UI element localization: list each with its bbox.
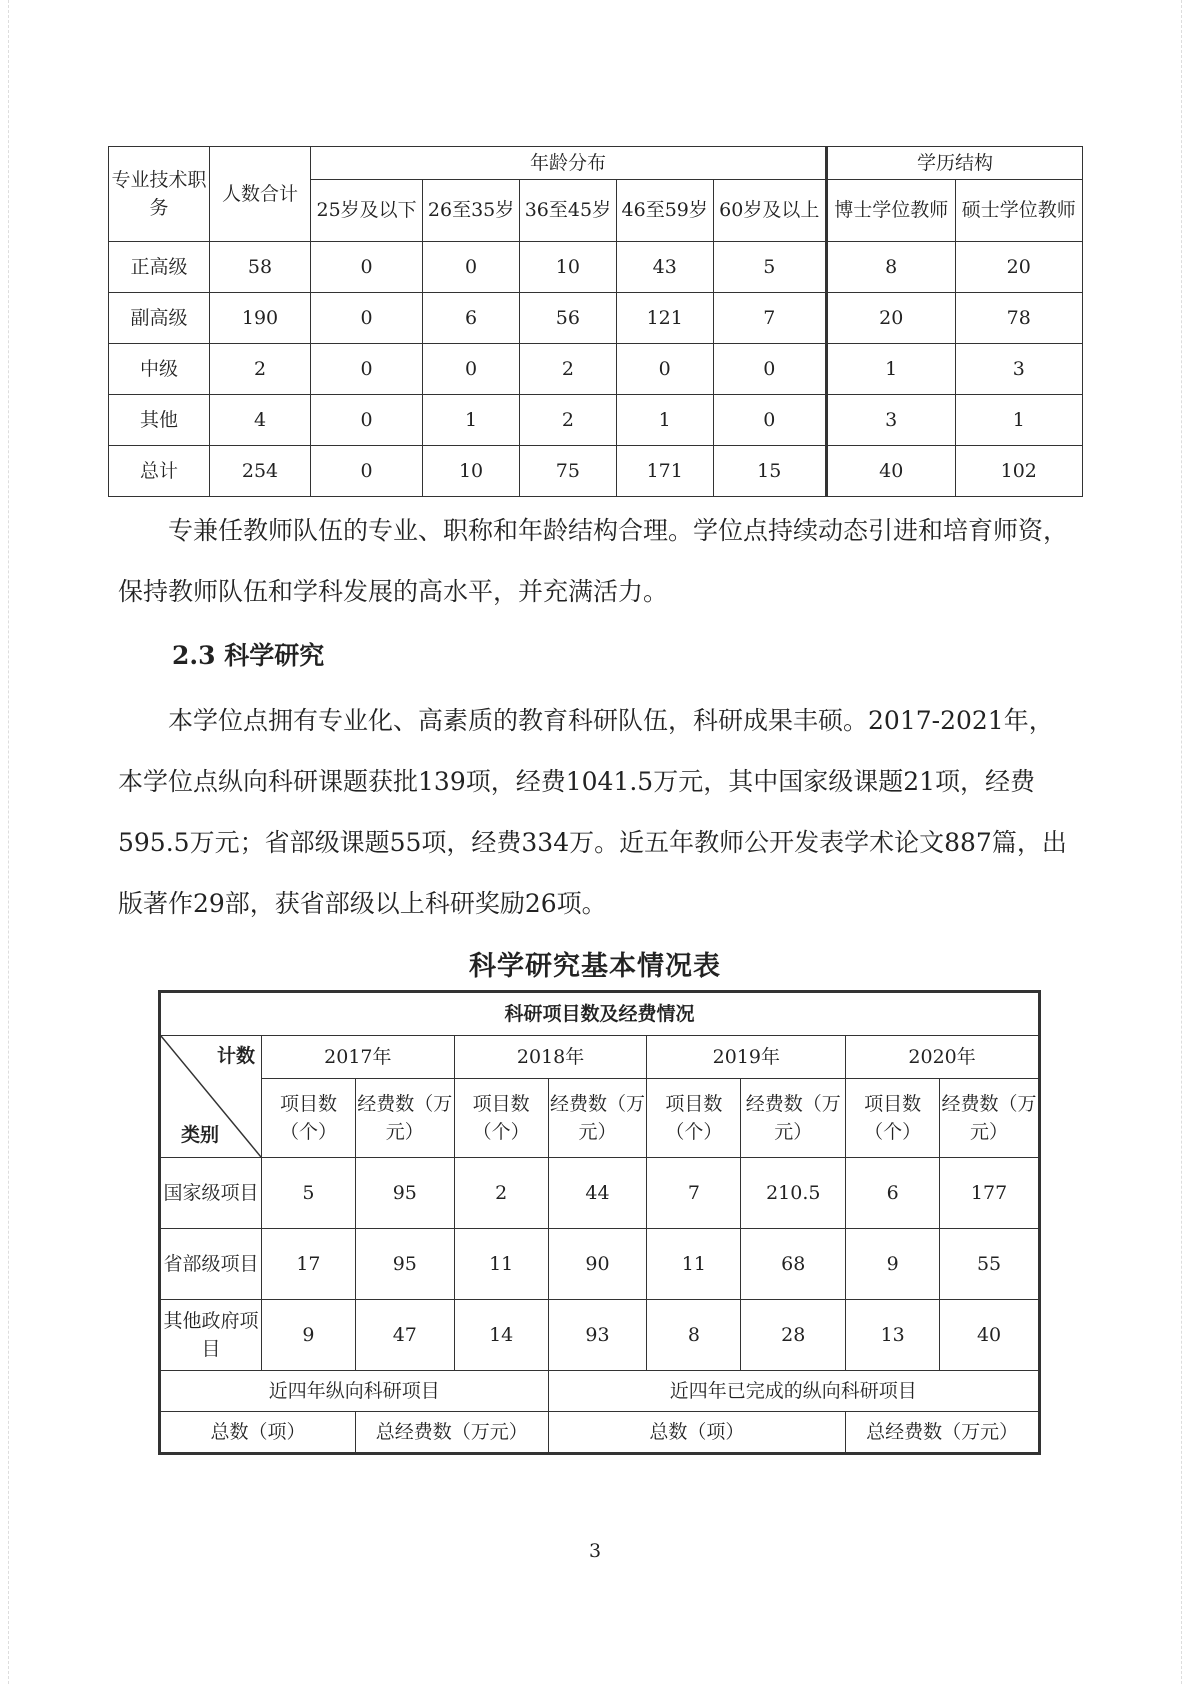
table-cell: 95	[355, 1229, 454, 1300]
page-number: 3	[588, 1540, 602, 1562]
table-cell: 254	[210, 446, 311, 497]
table-cell: 5	[262, 1158, 356, 1229]
footer-col-header: 总数（项）	[548, 1412, 846, 1454]
sub-header-funds: 经费数（万元）	[548, 1079, 647, 1158]
row-label: 副高级	[109, 293, 210, 344]
footer-col-header: 总经费数（万元）	[355, 1412, 548, 1454]
footer-left-header: 近四年纵向科研项目	[160, 1371, 549, 1412]
table-row	[109, 344, 1083, 395]
table-cell: 121	[616, 293, 713, 344]
table-cell: 0	[713, 395, 826, 446]
table-cell: 10	[519, 242, 616, 293]
section-heading: 2.3 科学研究	[172, 641, 325, 670]
table-cell: 2	[454, 1158, 548, 1229]
table-cell: 0	[423, 344, 520, 395]
table-cell: 210.5	[741, 1158, 846, 1229]
row-label: 国家级项目	[160, 1158, 262, 1229]
table-cell: 2	[519, 395, 616, 446]
sub-header-count: 项目数（个）	[262, 1079, 356, 1158]
staff-table	[108, 146, 1083, 497]
col-total-header: 人数合计	[210, 147, 311, 242]
table-cell: 55	[940, 1229, 1040, 1300]
staff-table-body	[109, 242, 1083, 497]
table-cell: 78	[955, 293, 1083, 344]
table-cell: 15	[713, 446, 826, 497]
table-cell: 17	[262, 1229, 356, 1300]
table-row	[109, 446, 1083, 497]
table-cell: 11	[454, 1229, 548, 1300]
table-cell: 3	[826, 395, 955, 446]
table-row	[109, 293, 1083, 344]
table-cell: 13	[846, 1300, 940, 1371]
age-col-header: 36至45岁	[519, 180, 616, 242]
table-cell: 10	[423, 446, 520, 497]
table-cell: 9	[262, 1300, 356, 1371]
table-cell: 0	[311, 242, 423, 293]
table-cell: 44	[548, 1158, 647, 1229]
research-table-body	[160, 1158, 1040, 1371]
table-cell: 6	[423, 293, 520, 344]
table-cell: 20	[955, 242, 1083, 293]
edu-col-header: 硕士学位教师	[955, 180, 1083, 242]
age-group-header: 年龄分布	[311, 147, 827, 180]
table-cell: 1	[955, 395, 1083, 446]
table-cell: 47	[355, 1300, 454, 1371]
table-row	[160, 1158, 1040, 1229]
table-cell: 171	[616, 446, 713, 497]
table-cell: 6	[846, 1158, 940, 1229]
table-cell: 1	[423, 395, 520, 446]
research-table-header: 科研项目数及经费情况	[160, 992, 1040, 1036]
table-cell: 11	[647, 1229, 741, 1300]
edu-group-header: 学历结构	[826, 147, 1082, 180]
sub-header-count: 项目数（个）	[647, 1079, 741, 1158]
table-cell: 1	[616, 395, 713, 446]
row-label: 正高级	[109, 242, 210, 293]
research-table	[158, 990, 1041, 1455]
edu-col-header: 博士学位教师	[826, 180, 955, 242]
row-label: 其他政府项目	[160, 1300, 262, 1371]
table-row	[160, 1229, 1040, 1300]
paragraph-staff-text: 专兼任教师队伍的专业、职称和年龄结构合理。学位点持续动态引进和培育师资，保持教师队伍和学科发展的高水平，并充满活力。	[118, 516, 1069, 606]
table-cell: 0	[311, 446, 423, 497]
paragraph-staff	[118, 500, 1073, 622]
table-cell: 95	[355, 1158, 454, 1229]
table-cell: 4	[210, 395, 311, 446]
table-cell: 20	[826, 293, 955, 344]
age-col-header: 26至35岁	[423, 180, 520, 242]
paragraph-research	[118, 690, 1073, 934]
diagonal-category-label: 类别	[181, 1123, 220, 1146]
table-cell: 68	[741, 1229, 846, 1300]
year-header: 2020年	[846, 1036, 1040, 1079]
row-label: 中级	[109, 344, 210, 395]
year-header: 2018年	[454, 1036, 647, 1079]
table-cell: 102	[955, 446, 1083, 497]
sub-header-funds: 经费数（万元）	[741, 1079, 846, 1158]
table-row	[109, 395, 1083, 446]
research-table-title: 科学研究基本情况表	[469, 951, 721, 982]
table-cell: 8	[826, 242, 955, 293]
footer-col-header: 总经费数（万元）	[846, 1412, 1040, 1454]
table-cell: 3	[955, 344, 1083, 395]
age-col-header: 46至59岁	[616, 180, 713, 242]
diagonal-header	[160, 1036, 262, 1158]
row-label: 省部级项目	[160, 1229, 262, 1300]
table-cell: 8	[647, 1300, 741, 1371]
sub-header-funds: 经费数（万元）	[355, 1079, 454, 1158]
table-cell: 0	[311, 344, 423, 395]
table-row	[109, 242, 1083, 293]
year-header: 2017年	[262, 1036, 455, 1079]
table-cell: 190	[210, 293, 311, 344]
table-cell: 90	[548, 1229, 647, 1300]
paragraph-research-text: 本学位点拥有专业化、高素质的教育科研队伍，科研成果丰硕。2017-2021年，本学位点纵向科研课题获批139项，经费1041.5万元，其中国家级课题21项，经费595.5万元；省部级课题55项，经费334万。近五年教师公开发表学术论文887篇，出版著作29部，获省部级以上科研奖励26项。	[118, 706, 1067, 918]
table-cell: 43	[616, 242, 713, 293]
table-cell: 7	[713, 293, 826, 344]
table-cell: 1	[826, 344, 955, 395]
table-cell: 58	[210, 242, 311, 293]
col-rank-header: 专业技术职务	[109, 147, 210, 242]
table-cell: 0	[423, 242, 520, 293]
table-cell: 75	[519, 446, 616, 497]
table-cell: 0	[311, 395, 423, 446]
sub-header-count: 项目数（个）	[454, 1079, 548, 1158]
table-row	[160, 1300, 1040, 1371]
age-col-header: 60岁及以上	[713, 180, 826, 242]
row-label: 总计	[109, 446, 210, 497]
table-cell: 2	[519, 344, 616, 395]
table-cell: 2	[210, 344, 311, 395]
table-cell: 40	[826, 446, 955, 497]
sub-header-count: 项目数（个）	[846, 1079, 940, 1158]
table-cell: 56	[519, 293, 616, 344]
footer-col-header: 总数（项）	[160, 1412, 356, 1454]
row-label: 其他	[109, 395, 210, 446]
sub-header-funds: 经费数（万元）	[940, 1079, 1040, 1158]
table-cell: 0	[311, 293, 423, 344]
year-header: 2019年	[647, 1036, 846, 1079]
table-cell: 7	[647, 1158, 741, 1229]
table-cell: 177	[940, 1158, 1040, 1229]
table-cell: 0	[713, 344, 826, 395]
table-cell: 40	[940, 1300, 1040, 1371]
footer-right-header: 近四年已完成的纵向科研项目	[548, 1371, 1039, 1412]
table-cell: 28	[741, 1300, 846, 1371]
table-cell: 14	[454, 1300, 548, 1371]
table-cell: 93	[548, 1300, 647, 1371]
age-col-header: 25岁及以下	[311, 180, 423, 242]
table-cell: 0	[616, 344, 713, 395]
table-cell: 9	[846, 1229, 940, 1300]
table-cell: 5	[713, 242, 826, 293]
diagonal-count-label: 计数	[216, 1045, 255, 1067]
